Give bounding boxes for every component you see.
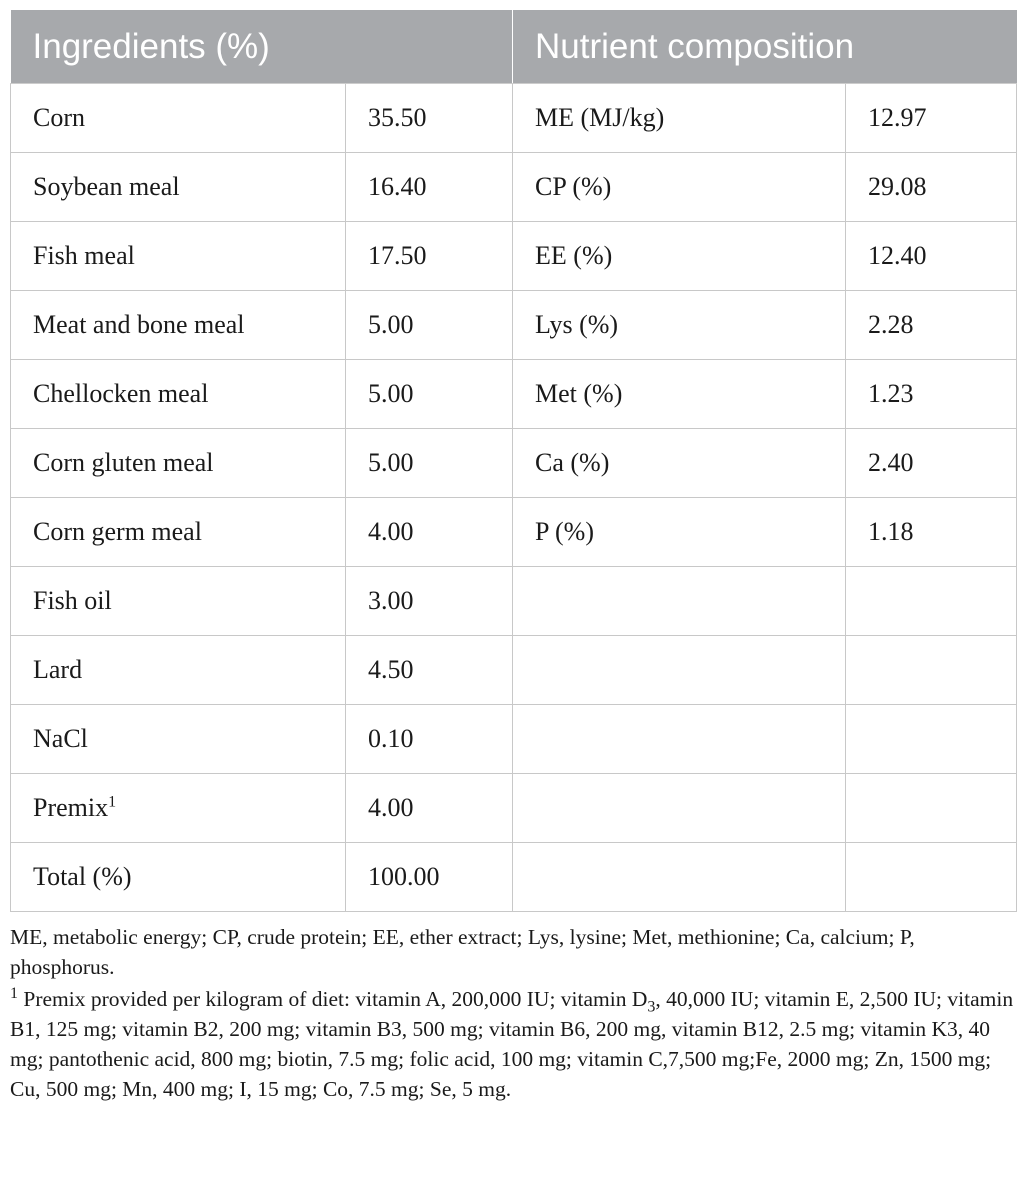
- table-row: [11, 429, 1017, 498]
- nutrient-name: [513, 567, 846, 636]
- vitamin-d-subscript: 3: [647, 998, 656, 1016]
- ingredient-amount: 5.00: [346, 360, 513, 429]
- nutrient-name: Ca (%): [513, 429, 846, 498]
- ingredient-amount: 16.40: [346, 153, 513, 222]
- nutrient-value: 1.18: [846, 498, 1017, 567]
- table-row: [11, 222, 1017, 291]
- ingredient-name-text: Premix: [33, 793, 109, 822]
- table-container: [10, 10, 1016, 1106]
- ingredient-amount: 3.00: [346, 567, 513, 636]
- ingredient-amount: 5.00: [346, 291, 513, 360]
- nutrient-value: [846, 705, 1017, 774]
- ingredient-name: Fish oil: [11, 567, 346, 636]
- ingredient-name: Corn: [11, 84, 346, 153]
- table-row: [11, 291, 1017, 360]
- ingredient-name: Soybean meal: [11, 153, 346, 222]
- header-ingredients: Ingredients (%): [11, 10, 513, 84]
- table-row: [11, 567, 1017, 636]
- ingredient-amount: 100.00: [346, 843, 513, 912]
- nutrient-name: [513, 705, 846, 774]
- nutrient-value: [846, 843, 1017, 912]
- table-row: [11, 705, 1017, 774]
- ingredient-name: Fish meal: [11, 222, 346, 291]
- header-nutrient-composition: Nutrient composition: [513, 10, 1017, 84]
- nutrient-value: 2.40: [846, 429, 1017, 498]
- ingredient-amount: 4.00: [346, 774, 513, 843]
- nutrient-value: 1.23: [846, 360, 1017, 429]
- table-body: [11, 84, 1017, 912]
- footnote-superscript: 1: [108, 793, 117, 811]
- ingredient-amount: 35.50: [346, 84, 513, 153]
- ingredient-amount: 5.00: [346, 429, 513, 498]
- nutrient-name: ME (MJ/kg): [513, 84, 846, 153]
- ingredient-name: Meat and bone meal: [11, 291, 346, 360]
- nutrient-value: 2.28: [846, 291, 1017, 360]
- nutrient-value: 29.08: [846, 153, 1017, 222]
- nutrient-name: [513, 843, 846, 912]
- nutrient-value: [846, 774, 1017, 843]
- ingredient-amount: 4.00: [346, 498, 513, 567]
- nutrient-value: 12.97: [846, 84, 1017, 153]
- nutrient-value: [846, 636, 1017, 705]
- nutrient-value: [846, 567, 1017, 636]
- nutrient-name: Lys (%): [513, 291, 846, 360]
- table-row: [11, 84, 1017, 153]
- nutrient-name: Met (%): [513, 360, 846, 429]
- ingredient-name: Chellocken meal: [11, 360, 346, 429]
- table-row: [11, 636, 1017, 705]
- table-notes: [10, 922, 1016, 1104]
- composition-table: [10, 10, 1017, 912]
- premix-text-2: , 40,000 IU; vitamin E, 2,500 IU; vitamin B1, 125 mg; vitamin B2, 200 mg; vitamin B3, 500 mg; vitamin B6, 200 mg, vitamin B12, 2.5 mg; vitamin K3, 40 mg; pantothenic acid, 800 mg; biotin, 7.5 mg; folic acid, 100 mg; vitamin C,7,500 mg;Fe, 2000 mg; Zn, 1500 mg; Cu, 500 mg; Mn, 400 mg; I, 15 mg; Co, 7.5 mg; Se, 5 mg.: [10, 987, 1014, 1101]
- footnote-mark: 1: [10, 984, 18, 1002]
- table-row: [11, 774, 1017, 843]
- premix-text-1: Premix provided per kilogram of diet: vitamin A, 200,000 IU; vitamin D: [18, 987, 648, 1011]
- abbreviations-note: ME, metabolic energy; CP, crude protein; EE, ether extract; Lys, lysine; Met, methionine; Ca, calcium; P, phosphorus.: [10, 925, 915, 979]
- ingredient-name: [11, 774, 346, 843]
- table-row: [11, 153, 1017, 222]
- ingredient-amount: 0.10: [346, 705, 513, 774]
- nutrient-name: CP (%): [513, 153, 846, 222]
- nutrient-name: EE (%): [513, 222, 846, 291]
- nutrient-name: [513, 774, 846, 843]
- premix-footnote: [10, 984, 1016, 1104]
- ingredient-name: Corn germ meal: [11, 498, 346, 567]
- nutrient-name: P (%): [513, 498, 846, 567]
- ingredient-amount: 17.50: [346, 222, 513, 291]
- ingredient-name: Total (%): [11, 843, 346, 912]
- nutrient-name: [513, 636, 846, 705]
- ingredient-amount: 4.50: [346, 636, 513, 705]
- table-header: [11, 10, 1017, 84]
- table-row: [11, 360, 1017, 429]
- ingredient-name: NaCl: [11, 705, 346, 774]
- table-row-total: [11, 843, 1017, 912]
- ingredient-name: Lard: [11, 636, 346, 705]
- ingredient-name: Corn gluten meal: [11, 429, 346, 498]
- table-row: [11, 498, 1017, 567]
- nutrient-value: 12.40: [846, 222, 1017, 291]
